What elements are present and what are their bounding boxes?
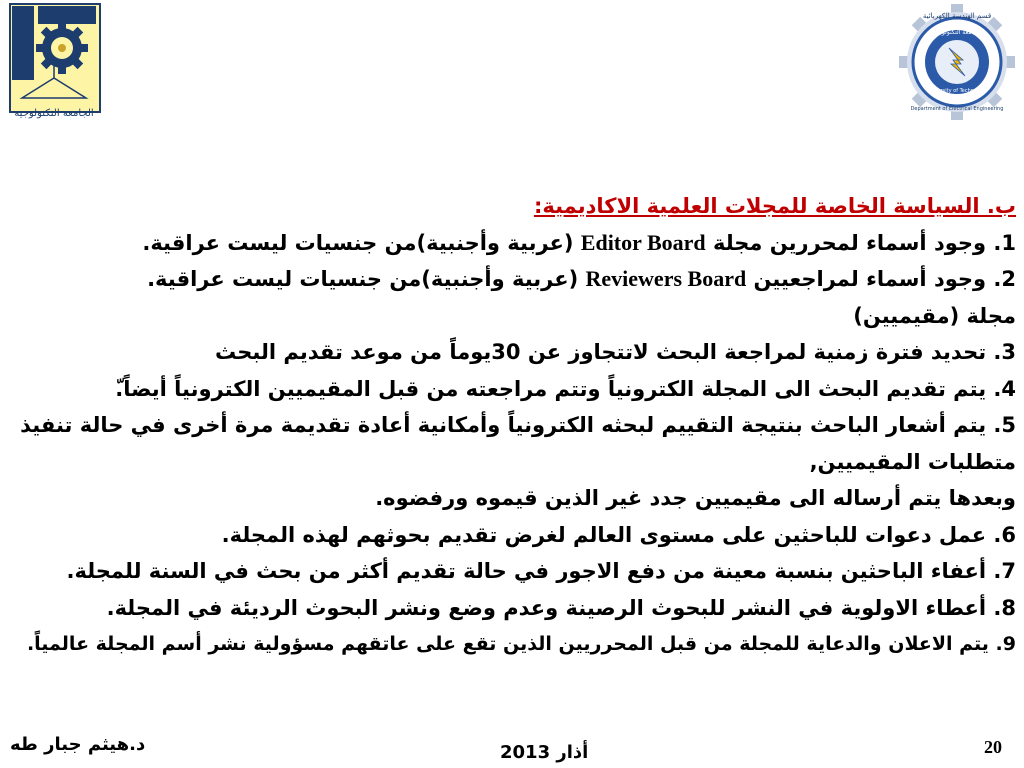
section-heading: ب. السياسة الخاصة للمجلات العلمية الاكاديمية:	[533, 194, 1016, 218]
list-item-3: 3. تحديد فترة زمنية لمراجعة البحث لاتتجاوز عن 30يوماً من موعد تقديم البحث	[215, 340, 1016, 364]
list-item-1-latin: Editor Board	[580, 229, 706, 255]
list-item-7: 7. أعفاء الباحثين بنسبة معينة من دفع الاجور في حالة تقديم أكثر من بحث في السنة للمجلة.	[66, 559, 1016, 583]
list-item-2-text-b: (عربية وأجنبية)من جنسيات ليست عراقية.	[147, 267, 579, 291]
right-logo-text-top: قسم الهندسة الكهربائية	[922, 12, 992, 20]
list-item-5-continuation-2: وبعدها يتم أرساله الى مقيميين جدد غير الذين قيموه ورفضوه.	[375, 486, 1016, 510]
policy-list	[10, 188, 1016, 663]
list-item-2	[10, 261, 1016, 298]
right-logo-text-ring: University of Technology	[926, 88, 988, 94]
list-item-1-text-b: (عربية وأجنبية)من جنسيات ليست عراقية.	[142, 230, 574, 255]
list-item-2-text-a: 2. وجود أسماء لمراجعيين	[753, 267, 1016, 291]
list-item-2-continuation: مجلة (مقيميين)	[853, 303, 1016, 328]
list-item-5: 5. يتم أشعار الباحث بنتيجة التقييم لبحثه الكترونياً وأمكانية أعادة تقديمة مرة أخرى في حالة تنفيذ	[20, 413, 1016, 437]
university-logo-left	[2, 2, 106, 120]
list-item-1-text-a: 1. وجود أسماء لمحررين مجلة	[712, 230, 1016, 255]
page-number: 20	[984, 737, 1002, 757]
list-item-2-latin: Reviewers Board	[585, 266, 747, 291]
list-item-1	[10, 225, 1016, 262]
list-item-6: 6. عمل دعوات للباحثين على مستوى العالم لغرض تقديم بحوثهم لهذه المجلة.	[221, 522, 1016, 547]
footer-date: أذار 2013	[500, 742, 589, 763]
footer-author: د.هيثم جبار طه	[10, 734, 146, 755]
list-item-8: 8. أعطاء الاولوية في النشر للبحوث الرصينة وعدم وضع ونشر البحوث الرديئة في المجلة.	[106, 595, 1016, 620]
list-item-9: 9. يتم الاعلان والدعاية للمجلة من قبل المحرريين الذين تقع على عاتقهم مسؤولية نشر أسم المجلة عالمياً.	[26, 633, 1016, 655]
left-logo-text: الجامعة التكنولوجية	[14, 108, 94, 119]
right-logo-text-bottom: Department of Electrical Engineering	[910, 106, 1004, 112]
department-logo-right	[893, 2, 1021, 120]
right-logo-text-mid: الجامعة التكنولوجية	[933, 29, 981, 36]
list-item-4: 4. يتم تقديم البحث الى المجلة الكترونياً وتتم مراجعته من قبل المقيميين الكترونياً أيضاً.ّ	[115, 376, 1016, 401]
list-item-5-continuation: متطلبات المقيميين,	[809, 449, 1016, 474]
